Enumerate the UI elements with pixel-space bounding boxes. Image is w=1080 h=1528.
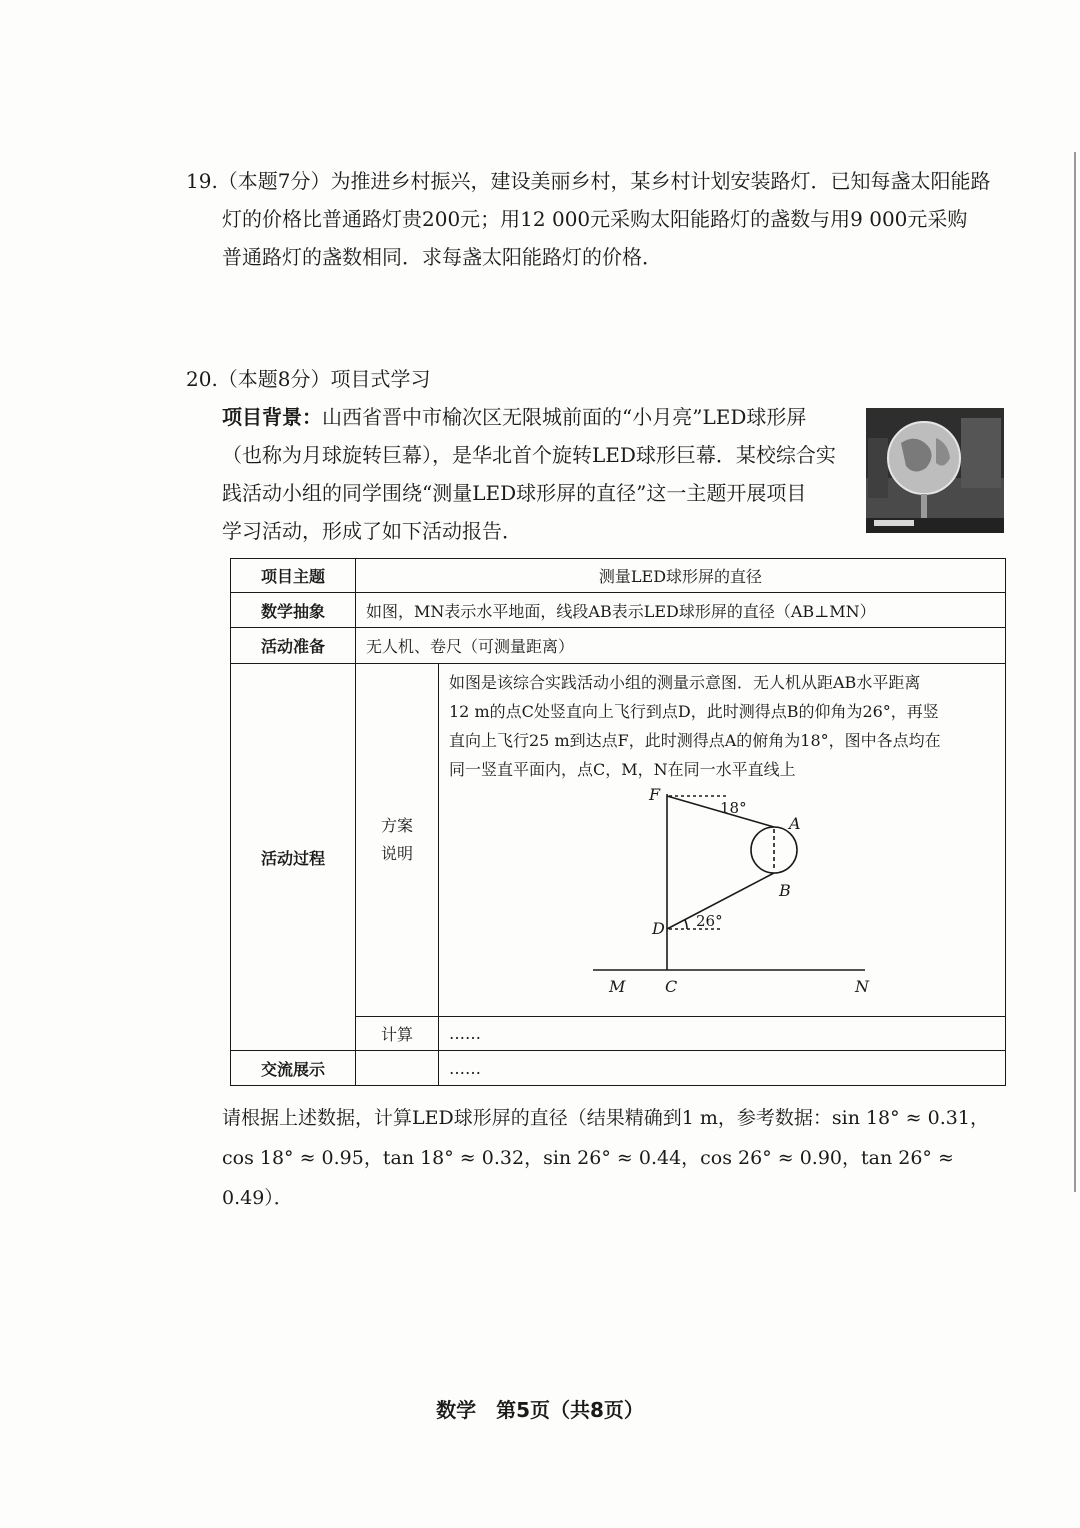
page-footer: 数学 第5页（共8页） bbox=[436, 1398, 644, 1422]
bg-line-2: （也称为月球旋转巨幕），是华北首个旋转LED球形巨幕．某校综合实 bbox=[222, 443, 836, 467]
instruction-line-1: 请根据上述数据，计算LED球形屏的直径（结果精确到1 m，参考数据：sin 18° ≈ 0.31， bbox=[222, 1107, 989, 1129]
row-header-topic: 项目主题 bbox=[231, 559, 356, 593]
table-row bbox=[231, 664, 1006, 1017]
measurement-diagram bbox=[577, 784, 877, 994]
q19-line-2: 灯的价格比普通路灯贵200元；用12 000元采购太阳能路灯的盏数与用9 000元采购 bbox=[222, 207, 968, 231]
question-20-header: 20.（本题8分）项目式学习 bbox=[186, 367, 431, 391]
bg-line-1 bbox=[222, 398, 862, 436]
label-d: D bbox=[652, 919, 665, 938]
label-f: F bbox=[649, 785, 661, 804]
q19-line-3: 普通路灯的盏数相同．求每盏太阳能路灯的价格． bbox=[222, 245, 662, 269]
table-row bbox=[231, 593, 1006, 628]
plan-label-cell bbox=[356, 664, 439, 1017]
preparation-value: 无人机、卷尺（可测量距离） bbox=[356, 628, 1006, 664]
activity-report-table bbox=[230, 558, 1006, 1086]
bg-label: 项目背景： bbox=[222, 405, 322, 429]
question-instruction bbox=[222, 1098, 1012, 1218]
exchange-empty-cell bbox=[356, 1051, 439, 1086]
topic-value: 测量LED球形屏的直径 bbox=[356, 559, 1006, 593]
plan-content bbox=[439, 664, 1006, 1017]
plan-line-3: 直向上飞行25 m到达点F，此时测得点A的俯角为18°，图中各点均在 bbox=[449, 731, 941, 750]
question-19 bbox=[186, 162, 1016, 276]
table-row bbox=[231, 628, 1006, 664]
exchange-value: …… bbox=[439, 1051, 1006, 1086]
calc-value: …… bbox=[439, 1017, 1006, 1051]
angle-label-26: 26° bbox=[696, 912, 723, 930]
project-background bbox=[222, 398, 862, 550]
row-header-preparation: 活动准备 bbox=[231, 628, 356, 664]
bg-line-1-text: 山西省晋中市榆次区无限城前面的“小月亮”LED球形屏 bbox=[322, 405, 807, 429]
bg-line-3: 践活动小组的同学围绕“测量LED球形屏的直径”这一主题开展项目 bbox=[222, 481, 807, 505]
plan-text bbox=[449, 664, 995, 784]
table-row bbox=[231, 559, 1006, 593]
q19-line-1: 19.（本题7分）为推进乡村振兴，建设美丽乡村，某乡村计划安装路灯．已知每盏太阳能路 bbox=[186, 169, 991, 193]
angle-arc-26 bbox=[685, 920, 687, 929]
bg-line-4: 学习活动，形成了如下活动报告． bbox=[222, 519, 522, 543]
label-m: M bbox=[609, 977, 626, 994]
angle-label-18: 18° bbox=[720, 799, 747, 817]
instruction-line-2: cos 18° ≈ 0.95，tan 18° ≈ 0.32，sin 26° ≈ 0.44，cos 26° ≈ 0.90，tan 26° ≈ 0.49）． bbox=[222, 1147, 954, 1209]
label-b: B bbox=[779, 881, 791, 900]
abstraction-value: 如图，MN表示水平地面，线段AB表示LED球形屏的直径（AB⊥MN） bbox=[356, 593, 1006, 628]
plan-line-2: 12 m的点C处竖直向上飞行到点D，此时测得点B的仰角为26°，再竖 bbox=[449, 702, 939, 721]
plan-line-1: 如图是该综合实践活动小组的测量示意图．无人机从距AB水平距离 bbox=[449, 673, 921, 692]
row-header-process: 活动过程 bbox=[231, 664, 356, 1051]
plan-label: 方案说明 bbox=[380, 816, 413, 863]
label-a: A bbox=[789, 814, 801, 833]
led-sphere-photo bbox=[866, 408, 1004, 533]
plan-line-4: 同一竖直平面内，点C，M，N在同一水平直线上 bbox=[449, 760, 796, 779]
calc-label: 计算 bbox=[356, 1017, 439, 1051]
row-header-exchange: 交流展示 bbox=[231, 1051, 356, 1086]
page-edge-divider bbox=[1074, 152, 1076, 1192]
table-row bbox=[231, 1051, 1006, 1086]
label-n: N bbox=[855, 977, 869, 994]
led-sphere-photo-art bbox=[866, 408, 1004, 533]
label-c: C bbox=[665, 977, 678, 994]
row-header-abstraction: 数学抽象 bbox=[231, 593, 356, 628]
